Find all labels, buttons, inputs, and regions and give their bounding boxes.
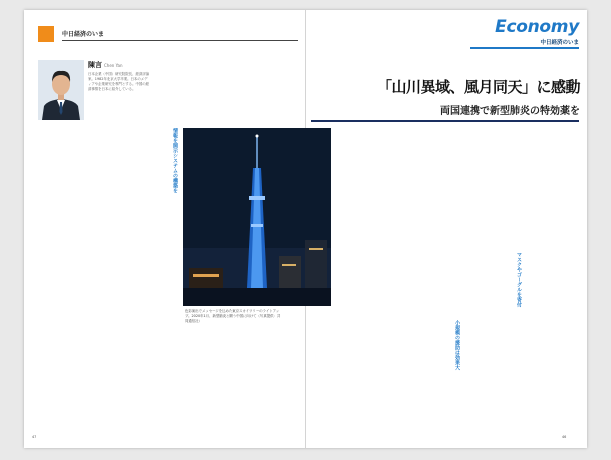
series-title: 中日経済のいま [62,31,105,38]
skytree-photo [183,128,331,306]
article-headline: 「山川異域、風月同天」に感動 [376,78,580,96]
article-subhead: 両国連携で新型肺炎の特効薬を [440,106,580,117]
section-marker [38,26,54,42]
author-bio-text: 日本企業（中国）研究院院長、経済評論家。1982年北京大学卒業。日本のメディアや企業研究を専門とする。中国の経済事情を日本に紹介している。 [88,72,150,91]
author-avatar [38,60,84,120]
author-bio [88,60,150,92]
logo-underline [470,47,579,49]
heading-mask: マスクやゴーグルを寄付 [516,252,522,307]
logo-word: Economy [495,17,579,37]
headline-rule [311,120,579,122]
header-rule [62,40,298,41]
economy-logo [487,18,579,46]
heading-help: 小規模の援助は効果大 [454,320,460,370]
magazine-spread [24,10,587,448]
author-name-en: Chen Yan [104,63,123,68]
page-number-right: 46 [562,435,567,439]
photo-caption: 色彩演出でメッセージを込めた東京スカイツリーのライトアップ。2020年1月、新型肺炎と闘う中国に向けて（写真提供：共同通信社） [185,309,281,323]
right-column-4 [436,320,460,390]
article-column [154,128,178,344]
section-heading: 情報を開示システムの構築を [172,128,178,193]
author-name: 陳言 Chen Yan [88,61,123,69]
right-column-3 [500,252,522,322]
page-number-left: 47 [32,435,37,439]
logo-subtitle: 中日経済のいま [540,40,579,46]
